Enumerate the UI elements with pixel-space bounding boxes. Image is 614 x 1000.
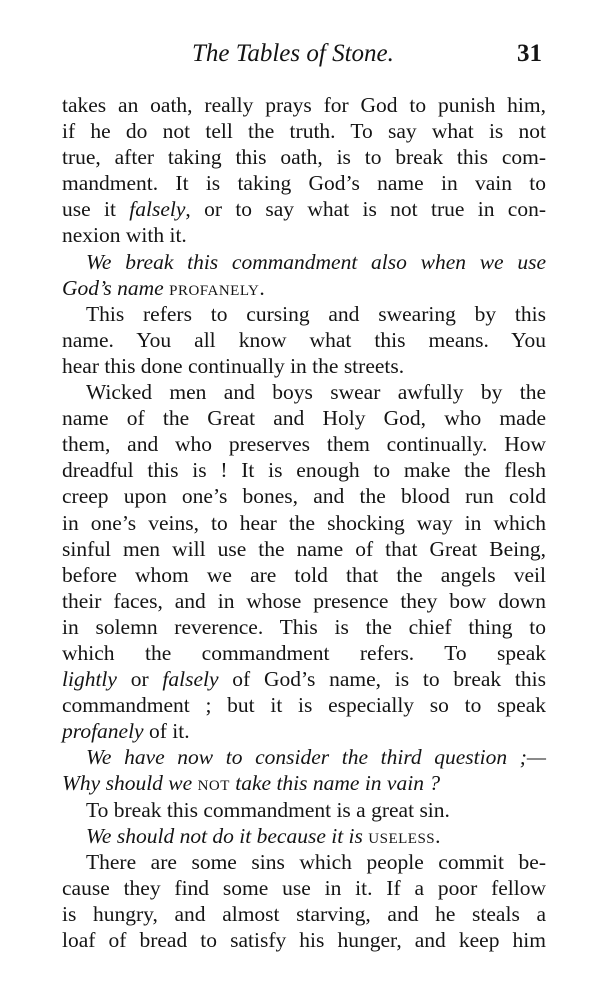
text-line: mandment. It is taking God’s name in vain to [62,171,546,196]
text-run: use it [62,197,130,222]
text-line: creep upon one’s bones, and the blood run cold [62,484,546,509]
text-run: of it. [143,719,190,744]
text-line: nexion with it. [62,223,187,248]
text-line [62,770,546,796]
text-line: Wicked men and boys swear awfully by the [86,380,546,405]
text-line: sinful men will use the name of that Great Being, [62,536,546,561]
body-text [62,92,546,953]
text-line: is hungry, and almost starving, and he steals a [62,901,546,926]
emphasis-text: take this name in vain ? [229,771,441,796]
page-header [62,40,546,80]
text-line [62,275,546,301]
small-caps-text: profanely. [169,275,266,300]
text-line: We have now to consider the third question ;— [86,745,546,770]
text-line: takes an oath, really prays for God to punish him, [62,93,546,117]
text-line: name of the Great and Holy God, who made [62,406,546,431]
text-line: in solemn reverence. This is the chief thing to [62,614,546,639]
text-line: dreadful this is ! It is enough to make the flesh [62,458,546,483]
text-line [62,666,546,692]
text-line: name. You all know what this means. You [62,327,546,352]
running-title: The Tables of Stone. [192,40,394,67]
emphasis-text: We should not do it because it is [86,823,369,848]
text-line: To break this commandment is a great sin. [86,797,450,822]
text-line: cause they find some use in it. If a poor fellow [62,875,546,900]
small-caps-text: not [197,771,230,796]
text-line: true, after taking this oath, is to break this com- [62,145,546,170]
text-run: of God’s name, is to break this [218,667,546,692]
emphasis-text: profanely [62,719,144,744]
small-caps-text: useless. [368,823,442,848]
emphasis-text: lightly [62,667,117,692]
text-line: their faces, and in whose presence they bow down [62,588,546,613]
text-run: , or to say what is not true in con- [185,197,546,222]
text-line [62,823,546,849]
text-line [62,718,546,744]
text-line: which the commandment refers. To speak [62,640,546,665]
text-line: We break this commandment also when we use [86,249,546,274]
text-line: loaf of bread to satisfy his hunger, and keep him [62,928,546,952]
text-line: This refers to cursing and swearing by this [86,301,546,326]
text-line: if he do not tell the truth. To say what is not [62,119,546,144]
emphasis-text: falsely [162,667,219,692]
emphasis-text: God’s name [62,275,170,300]
text-run: or [116,667,163,692]
page-number: 31 [517,40,542,67]
emphasis-text: Why should we [62,771,198,796]
text-line: them, and who preserves them continually. How [62,432,546,457]
text-line: There are some sins which people commit be- [86,849,546,874]
text-line: before whom we are told that the angels veil [62,562,546,587]
text-line [62,196,546,222]
text-line: in one’s veins, to hear the shocking way in which [62,510,546,535]
text-line: hear this done continually in the streets. [62,353,405,378]
text-line: commandment ; but it is especially so to speak [62,693,546,718]
emphasis-text: falsely [129,197,186,222]
